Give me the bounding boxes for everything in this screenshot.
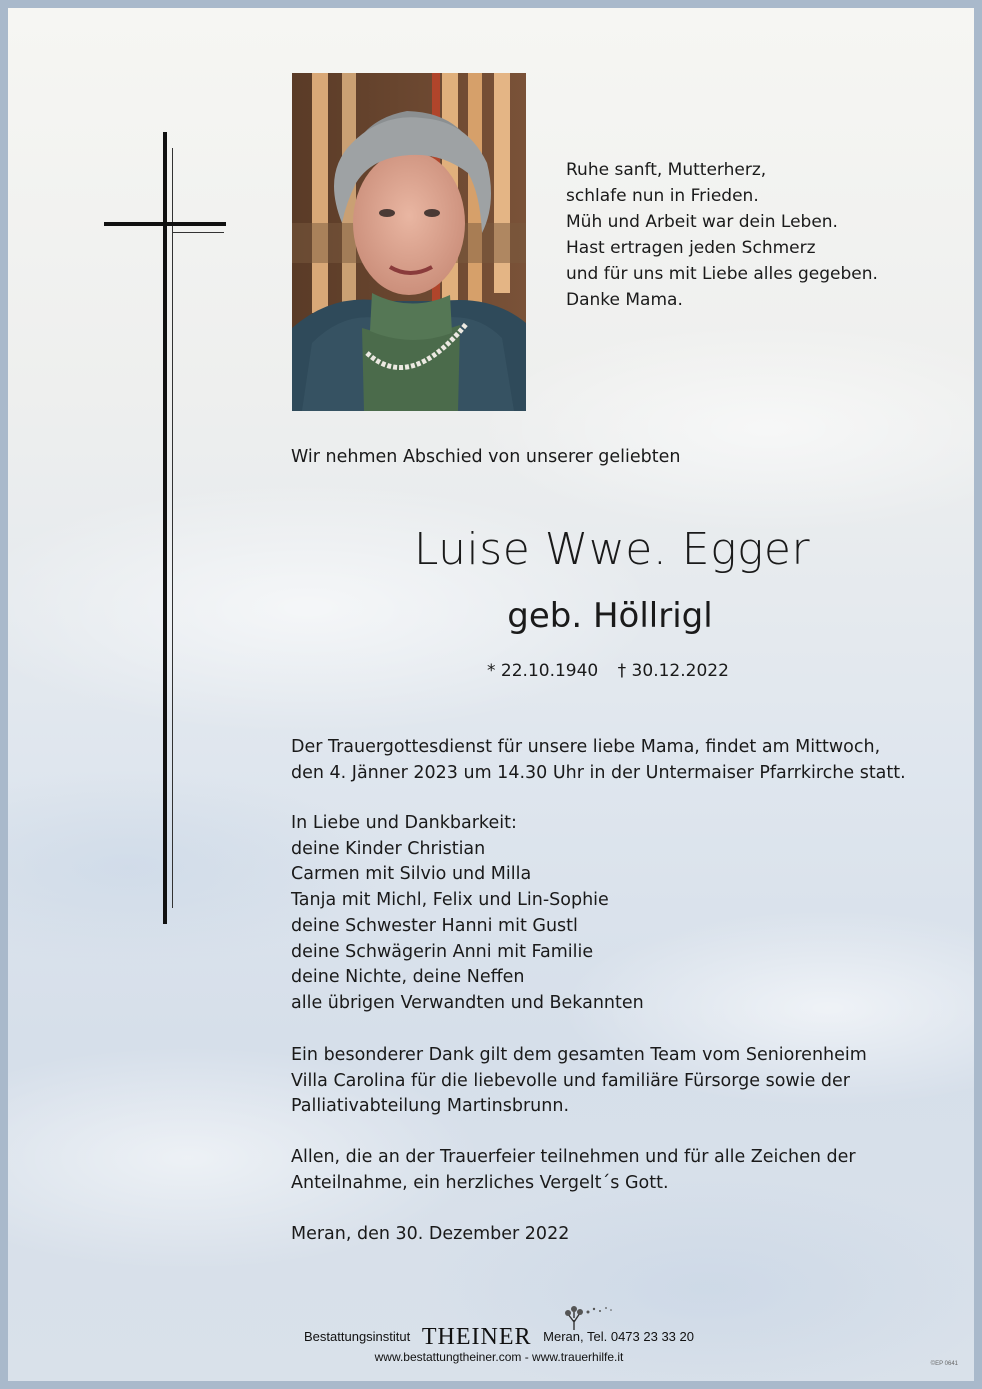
footer-contact: Meran, Tel. 0473 23 33 20 (543, 1329, 694, 1344)
birth-name: geb. Höllrigl (507, 596, 713, 636)
mourners-list (291, 811, 644, 1017)
closing-line: Allen, die an der Trauerfeier teilnehmen und für alle Zeichen der (291, 1147, 856, 1167)
mourner-line: Carmen mit Silvio und Milla (291, 864, 532, 885)
verse-line: schlafe nun in Frieden. (566, 186, 759, 206)
footer-main-line (8, 1324, 982, 1351)
portrait-photo (292, 73, 526, 411)
footer-websites: www.bestattungtheiner.com - www.trauerhilfe.it (374, 1350, 624, 1364)
thanks-line: Villa Carolina für die liebevolle und familiäre Fürsorge sowie der (291, 1070, 850, 1091)
mourner-line: deine Nichte, deine Neffen (291, 967, 525, 988)
deceased-name: Luise Wwe. Egger (413, 524, 811, 575)
closing-line: Anteilnahme, ein herzliches Vergelt´s Gott. (291, 1172, 669, 1193)
birth-date: * 22.10.1940 (487, 661, 599, 681)
mourner-line: deine Schwägerin Anni mit Familie (291, 941, 594, 962)
thanks-line: Palliativabteilung Martinsbrunn. (291, 1096, 570, 1117)
mourner-line: deine Kinder Christian (291, 838, 486, 859)
footer-prefix: Bestattungsinstitut (304, 1329, 411, 1344)
memorial-verse (566, 157, 878, 313)
mourner-line: deine Schwester Hanni mit Gustl (291, 915, 578, 936)
thanks-line: Ein besonderer Dank gilt dem gesamten Team vom Seniorenheim (291, 1045, 867, 1065)
place-date: Meran, den 30. Dezember 2022 (291, 1224, 570, 1244)
verse-line: Ruhe sanft, Mutterherz, (566, 160, 767, 180)
verse-line: Danke Mama. (566, 290, 683, 310)
service-announcement (291, 735, 906, 786)
intro-text: Wir nehmen Abschied von unserer geliebten (291, 447, 681, 467)
life-dates (487, 661, 743, 681)
thanks-paragraph (291, 1043, 867, 1120)
service-line: Der Trauergottesdienst für unsere liebe Mama, findet am Mittwoch, (291, 737, 881, 757)
brand-name: THEINER (421, 1324, 532, 1350)
print-code: ©EP 0641 (930, 1361, 958, 1367)
service-line: den 4. Jänner 2023 um 14.30 Uhr in der Untermaiser Pfarrkirche statt. (291, 762, 906, 783)
verse-line: und für uns mit Liebe alles gegeben. (566, 264, 878, 284)
closing-paragraph (291, 1145, 856, 1196)
mourner-line: Tanja mit Michl, Felix und Lin-Sophie (291, 890, 609, 911)
mourner-line: In Liebe und Dankbarkeit: (291, 813, 517, 833)
verse-line: Müh und Arbeit war dein Leben. (566, 212, 838, 232)
verse-line: Hast ertragen jeden Schmerz (566, 238, 816, 258)
cross-horizontal-line (172, 232, 224, 233)
death-date: † 30.12.2022 (617, 661, 729, 681)
mourner-line: alle übrigen Verwandten und Bekannten (291, 992, 644, 1013)
cross-horizontal-bar (104, 222, 226, 226)
